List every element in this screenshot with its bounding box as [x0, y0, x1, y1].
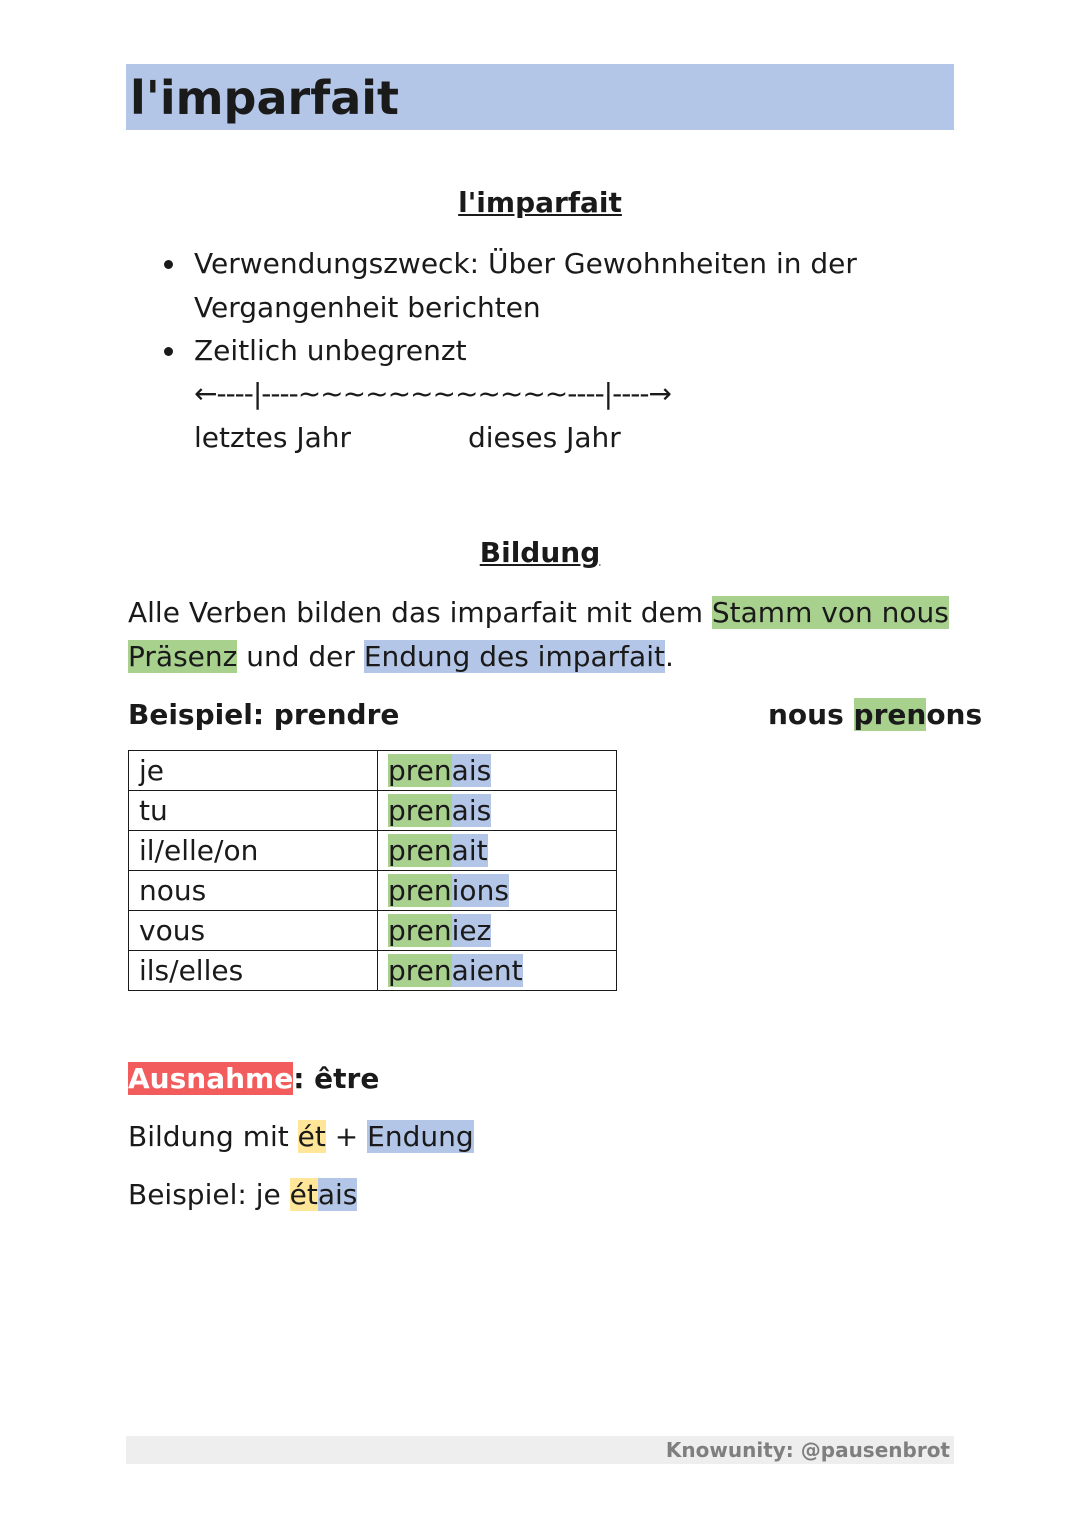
pronoun-cell: ils/elles: [129, 951, 378, 991]
form-cell: [378, 791, 617, 831]
section-title-imparfait: l'imparfait: [458, 186, 622, 219]
form-cell: [378, 751, 617, 791]
bullet-usage-line1: Verwendungszweck: Über Gewohnheiten in der: [194, 247, 857, 280]
highlight-stem: ét: [297, 1120, 326, 1153]
form-stem: pren: [388, 874, 452, 907]
pronoun-cell: nous: [129, 871, 378, 911]
pronoun-cell: tu: [129, 791, 378, 831]
form-cell: [378, 831, 617, 871]
form-ending: ions: [451, 874, 509, 907]
title-banner: [126, 64, 954, 130]
highlight-ending: ais: [317, 1178, 358, 1211]
highlight-ending: Endung des imparfait: [363, 640, 665, 673]
conjugation-table: [128, 750, 617, 991]
table-row: [129, 911, 617, 951]
timeline-label-right: dieses Jahr: [468, 421, 621, 454]
form-ending: ais: [451, 794, 492, 827]
exception-example: [128, 1173, 357, 1217]
pronoun-cell: il/elle/on: [129, 831, 378, 871]
example-label: Beispiel: prendre: [128, 698, 400, 731]
example-text: Beispiel: je: [128, 1178, 290, 1211]
nous-ending: ons: [926, 698, 983, 731]
highlight-stem: Stamm von nous: [711, 596, 949, 629]
pronoun-cell: je: [129, 751, 378, 791]
form-ending: aient: [451, 954, 523, 987]
bullet-usage-line2: Vergangenheit berichten: [194, 291, 541, 324]
exception-heading: [128, 1057, 379, 1101]
table-row: [129, 871, 617, 911]
bullet-time: Zeitlich unbegrenzt: [194, 334, 467, 367]
highlight-ending: Endung: [367, 1120, 474, 1153]
highlight-stem: Präsenz: [128, 640, 238, 673]
bildung-rule-line2: [128, 635, 674, 679]
exception-label: Ausnahme: [128, 1062, 294, 1095]
form-cell: [378, 911, 617, 951]
form-ending: iez: [451, 914, 492, 947]
form-stem: pren: [388, 754, 452, 787]
form-stem: pren: [388, 954, 452, 987]
form-ending: ais: [451, 754, 492, 787]
bildung-rule-line1: [128, 591, 949, 635]
rule-text: Alle Verben bilden das imparfait mit dem: [128, 596, 712, 629]
table-row: [129, 951, 617, 991]
page-title: l'imparfait: [130, 71, 400, 125]
exception-verb: : être: [293, 1062, 380, 1095]
pronoun-cell: vous: [129, 911, 378, 951]
nous-stem: pren: [853, 698, 927, 731]
table-row: [129, 751, 617, 791]
section-title-bildung: Bildung: [479, 536, 601, 569]
exception-rule: [128, 1115, 474, 1159]
table-row: [129, 791, 617, 831]
form-ending: ait: [451, 834, 488, 867]
form-stem: pren: [388, 834, 452, 867]
bullet-icon: [164, 260, 173, 269]
footer-bar: [126, 1436, 954, 1464]
rule-text: .: [664, 640, 674, 673]
rule-text: und der: [237, 640, 364, 673]
timeline: ←----|----~~~~~~~~~~~~----|----→: [194, 377, 671, 410]
form-stem: pren: [388, 914, 452, 947]
timeline-label-left: letztes Jahr: [194, 421, 352, 454]
nous-pronoun: nous: [768, 698, 854, 731]
highlight-stem: ét: [289, 1178, 318, 1211]
form-stem: pren: [388, 794, 452, 827]
footer-credit: Knowunity: @pausenbrot: [665, 1438, 950, 1462]
rule-text: Bildung mit: [128, 1120, 298, 1153]
rule-text: +: [325, 1120, 368, 1153]
nous-form: [768, 693, 982, 737]
form-cell: [378, 871, 617, 911]
form-cell: [378, 951, 617, 991]
table-row: [129, 831, 617, 871]
bullet-icon: [164, 347, 173, 356]
